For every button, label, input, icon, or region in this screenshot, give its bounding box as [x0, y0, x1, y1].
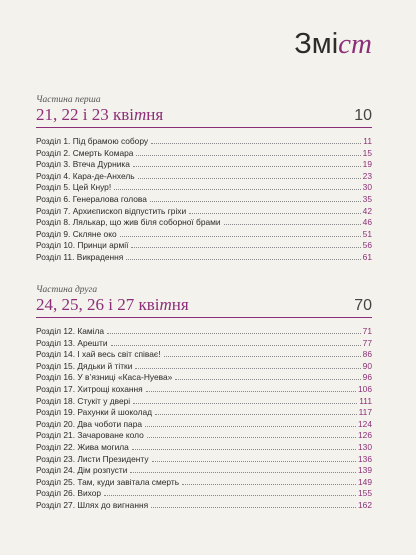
chapter-row	[36, 326, 372, 338]
chapter-row	[36, 454, 372, 466]
leader-dots	[145, 425, 356, 427]
leader-dots	[133, 402, 357, 404]
chapter-title: Розділ 14. І хай весь світ співає!	[36, 349, 161, 360]
leader-dots	[126, 258, 360, 260]
chapter-row	[36, 194, 372, 206]
chapter-row	[36, 171, 372, 183]
chapter-page: 35	[362, 193, 372, 204]
leader-dots	[133, 165, 361, 167]
part-heading	[36, 105, 372, 128]
chapter-title: Розділ 9. Скляне око	[36, 228, 117, 239]
chapter-page: 139	[358, 465, 372, 476]
chapter-page: 42	[362, 205, 372, 216]
leader-dots	[164, 355, 361, 357]
chapter-row	[36, 136, 372, 148]
chapter-page: 61	[362, 251, 372, 262]
chapter-row	[36, 148, 372, 160]
chapter-title: Розділ 8. Лялькар, що жив біля соборної брами	[36, 217, 221, 228]
chapter-row	[36, 372, 372, 384]
chapter-row	[36, 252, 372, 264]
chapter-page: 90	[362, 360, 372, 371]
leader-dots	[151, 142, 361, 144]
leader-dots	[107, 332, 361, 334]
chapter-row	[36, 396, 372, 408]
chapter-page: 51	[362, 228, 372, 239]
leader-dots	[136, 154, 360, 156]
chapter-title: Розділ 23. Листи Президенту	[36, 453, 149, 464]
leader-dots	[155, 413, 357, 415]
part-heading	[36, 295, 372, 318]
part-title: 24, 25, 26 і 27 квітня	[36, 295, 189, 314]
leader-dots	[152, 460, 356, 462]
part-page-number: 70	[354, 297, 372, 314]
chapter-page: 46	[362, 217, 372, 228]
chapter-page: 124	[358, 418, 372, 429]
chapter-page: 149	[358, 476, 372, 487]
chapter-title: Розділ 11. Викрадення	[36, 251, 124, 262]
chapter-page: 11	[363, 136, 372, 146]
chapter-row	[36, 465, 372, 477]
chapter-page: 56	[362, 240, 372, 251]
chapter-page: 117	[358, 407, 372, 418]
chapter-title: Розділ 22. Жива могила	[36, 441, 129, 452]
chapter-page: 15	[362, 147, 372, 158]
chapter-list	[36, 326, 372, 512]
chapter-page: 77	[362, 337, 372, 348]
chapter-title: Розділ 6. Генералова голова	[36, 193, 147, 204]
leader-dots	[130, 471, 356, 473]
chapter-title: Розділ 15. Дядьки й тітки	[36, 360, 133, 371]
chapter-title: Розділ 12. Каміла	[36, 326, 105, 336]
chapter-page: 86	[362, 349, 372, 360]
chapter-row	[36, 206, 372, 218]
chapter-title: Розділ 4. Кара-де-Анхель	[36, 170, 135, 181]
leader-dots	[150, 200, 361, 202]
leader-dots	[135, 367, 360, 369]
chapter-title: Розділ 13. Арешти	[36, 337, 108, 348]
chapter-page: 96	[362, 372, 372, 383]
leader-dots	[131, 246, 360, 248]
chapter-title: Розділ 18. Стукіт у двері	[36, 395, 131, 406]
part-title: 21, 22 і 23 квітня	[36, 105, 164, 124]
chapter-title: Розділ 19. Рахунки й шоколад	[36, 407, 153, 418]
chapter-title: Розділ 5. Цей Кнур!	[36, 182, 112, 193]
chapter-list	[36, 136, 372, 264]
chapter-title: Розділ 10. Принци армії	[36, 240, 129, 251]
chapter-row	[36, 159, 372, 171]
chapter-row	[36, 361, 372, 373]
chapter-row	[36, 229, 372, 241]
chapter-title: Розділ 1. Під брамою собору	[36, 136, 149, 146]
chapter-title: Розділ 24. Дім розпусти	[36, 465, 128, 476]
chapter-title: Розділ 21. Зачароване коло	[36, 430, 144, 441]
chapter-row	[36, 419, 372, 431]
page-title	[294, 28, 372, 61]
chapter-row	[36, 338, 372, 350]
leader-dots	[132, 448, 356, 450]
chapter-row	[36, 500, 372, 512]
leader-dots	[111, 344, 361, 346]
chapter-title: Розділ 3. Втеча Дурника	[36, 159, 130, 170]
chapter-page: 106	[358, 383, 372, 394]
leader-dots	[138, 177, 361, 179]
chapter-title: Розділ 20. Два чоботи пара	[36, 418, 143, 429]
chapter-title: Розділ 16. У в’язниці «Каса-Нуева»	[36, 372, 173, 383]
chapter-title: Розділ 26. Вихор	[36, 488, 102, 499]
chapter-row	[36, 488, 372, 500]
chapter-page: 19	[362, 159, 372, 170]
chapter-row	[36, 430, 372, 442]
page-title-accent: ст	[338, 28, 372, 60]
chapter-row	[36, 217, 372, 229]
chapter-title: Розділ 17. Хитрощі кохання	[36, 383, 143, 394]
chapter-title: Розділ 27. Шлях до вигнання	[36, 499, 149, 510]
chapter-row	[36, 477, 372, 489]
leader-dots	[104, 494, 356, 496]
page-title-main: Змі	[294, 28, 339, 60]
chapter-page: 130	[358, 441, 372, 452]
chapter-row	[36, 442, 372, 454]
part-page-number: 10	[354, 107, 372, 124]
leader-dots	[175, 378, 360, 380]
leader-dots	[114, 188, 361, 190]
chapter-row	[36, 384, 372, 396]
chapter-page: 162	[358, 499, 372, 510]
chapter-row	[36, 182, 372, 194]
chapter-page: 71	[362, 326, 372, 336]
part-label: Частина друга	[36, 285, 98, 295]
chapter-title: Розділ 25. Там, куди завітала смерть	[36, 476, 180, 487]
part-two	[36, 285, 372, 512]
chapter-page: 23	[362, 170, 372, 181]
part-one	[36, 95, 372, 264]
chapter-row	[36, 349, 372, 361]
chapter-title: Розділ 7. Архиєпископ відпустить гріхи	[36, 205, 187, 216]
chapter-page: 155	[358, 488, 372, 499]
leader-dots	[224, 223, 361, 225]
chapter-page: 136	[358, 453, 372, 464]
leader-dots	[189, 212, 361, 214]
leader-dots	[120, 235, 361, 237]
chapter-page: 111	[359, 395, 372, 406]
part-label: Частина перша	[36, 95, 101, 105]
chapter-row	[36, 407, 372, 419]
leader-dots	[151, 506, 356, 508]
chapter-title: Розділ 2. Смерть Комара	[36, 147, 134, 158]
leader-dots	[182, 483, 356, 485]
leader-dots	[147, 436, 356, 438]
chapter-row	[36, 240, 372, 252]
leader-dots	[146, 390, 356, 392]
chapter-page: 126	[358, 430, 372, 441]
chapter-page: 30	[362, 182, 372, 193]
